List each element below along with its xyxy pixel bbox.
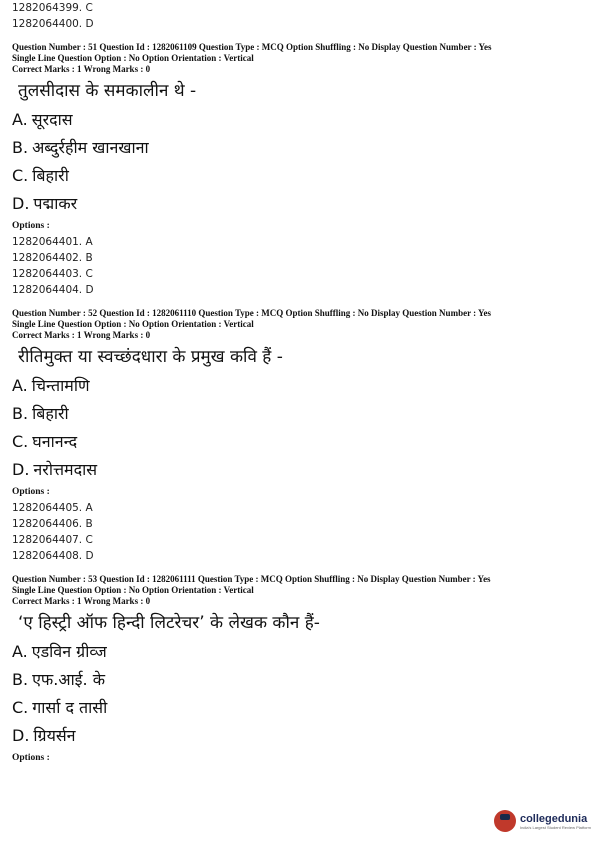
- choice-a: [12, 638, 583, 666]
- choice-c: [12, 162, 583, 190]
- choice-b: [12, 400, 583, 428]
- choice-letter: B.: [12, 670, 29, 689]
- question-text: ‘ए हिस्ट्री ऑफ हिन्दी लिटरेचर’ के लेखक कौन हैं-: [18, 613, 320, 633]
- choice-d: [12, 190, 583, 218]
- question-meta-line2: Single Line Question Option : No Option Orientation : Vertical: [12, 585, 254, 595]
- document-page: [12, 0, 583, 775]
- question-51: [12, 42, 583, 298]
- choice-text: बिहारी: [32, 166, 69, 185]
- logo-brand: collegedunia: [519, 812, 588, 825]
- choice-a: [12, 106, 583, 134]
- option-id-line: 1282064408. D: [12, 550, 94, 562]
- choice-letter: C.: [12, 698, 29, 717]
- choice-letter: A.: [12, 110, 28, 129]
- question-meta: Question Number : 52 Question Id : 1282061110 Question Type : MCQ Option Shuffling : No Display Question Number : Yes: [12, 308, 492, 318]
- choice-letter: D.: [12, 726, 30, 745]
- choice-letter: C.: [12, 166, 29, 185]
- choice-text: अब्दुर्रहीम खानखाना: [32, 138, 149, 157]
- choice-text: घनानन्द: [32, 432, 78, 451]
- choice-letter: A.: [12, 642, 28, 661]
- choice-d: [12, 456, 583, 484]
- choice-letter: D.: [12, 460, 30, 479]
- option-id-line: 1282064401. A: [12, 236, 93, 248]
- choice-text: चिन्तामणि: [31, 376, 90, 395]
- choice-text: सूरदास: [31, 110, 73, 129]
- question-52: [12, 308, 583, 564]
- option-id-line: 1282064402. B: [12, 252, 93, 264]
- choice-b: [12, 134, 583, 162]
- choice-a: [12, 372, 583, 400]
- options-label: Options :: [12, 753, 50, 763]
- choice-text: बिहारी: [32, 404, 69, 423]
- choice-c: [12, 694, 583, 722]
- option-id-line: 1282064404. D: [12, 284, 94, 296]
- question-marks: Correct Marks : 1 Wrong Marks : 0: [12, 64, 151, 74]
- question-meta-line2: Single Line Question Option : No Option Orientation : Vertical: [12, 319, 254, 329]
- question-53: [12, 574, 583, 765]
- choice-c: [12, 428, 583, 456]
- choice-letter: A.: [12, 376, 28, 395]
- question-meta-line2: Single Line Question Option : No Option Orientation : Vertical: [12, 53, 254, 63]
- top-options: [12, 0, 583, 32]
- logo-icon: [494, 810, 516, 832]
- choice-letter: B.: [12, 138, 29, 157]
- logo-tagline: India's Largest Student Review Platform: [519, 824, 591, 830]
- choice-text: ग्रियर्सन: [33, 726, 76, 745]
- choice-text: एफ.आई. के: [32, 670, 106, 689]
- choice-b: [12, 666, 583, 694]
- question-marks: Correct Marks : 1 Wrong Marks : 0: [12, 330, 151, 340]
- option-id-line: 1282064406. B: [12, 518, 93, 530]
- choice-text: एडविन ग्रीव्ज: [31, 642, 107, 661]
- question-text: रीतिमुक्त या स्वच्छंदधारा के प्रमुख कवि हैं -: [18, 347, 283, 367]
- options-label: Options :: [12, 221, 50, 231]
- choice-letter: B.: [12, 404, 29, 423]
- choice-text: पद्माकर: [33, 194, 78, 213]
- question-text: तुलसीदास के समकालीन थे -: [18, 81, 197, 101]
- collegedunia-logo: [494, 810, 591, 832]
- question-meta: Question Number : 53 Question Id : 1282061111 Question Type : MCQ Option Shuffling : No Display Question Number : Yes: [12, 574, 491, 584]
- choice-text: गार्सा द तासी: [32, 698, 108, 717]
- choice-d: [12, 722, 583, 750]
- option-id-line: 1282064403. C: [12, 268, 93, 280]
- option-id-line: 1282064407. C: [12, 534, 93, 546]
- question-meta: Question Number : 51 Question Id : 1282061109 Question Type : MCQ Option Shuffling : No Display Question Number : Yes: [12, 42, 492, 52]
- choice-text: नरोत्तमदास: [33, 460, 98, 479]
- choice-letter: D.: [12, 194, 30, 213]
- option-id-line: 1282064400. D: [12, 18, 94, 30]
- options-label: Options :: [12, 487, 50, 497]
- choice-letter: C.: [12, 432, 29, 451]
- option-id-line: 1282064399. C: [12, 2, 93, 14]
- option-id-line: 1282064405. A: [12, 502, 93, 514]
- question-marks: Correct Marks : 1 Wrong Marks : 0: [12, 596, 151, 606]
